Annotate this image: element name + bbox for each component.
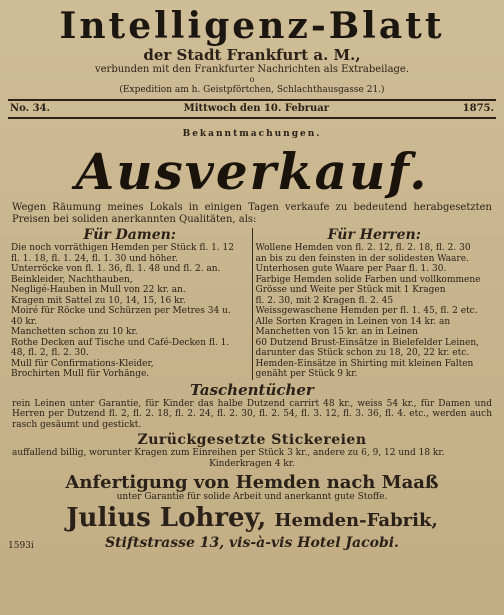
- damen-column: [8, 228, 252, 380]
- stickereien-heading: Zurückgesetzte Stickereien: [137, 432, 367, 448]
- firm-business: Hemden-Fabrik,: [274, 509, 438, 531]
- firm-name: Julius Lohrey,: [66, 502, 267, 533]
- damen-line: Moiré für Röcke und Schürzen per Metres 34 u.: [11, 306, 231, 316]
- masthead-subtitle: der Stadt Frankfurt a. M.,: [143, 46, 361, 64]
- herren-line: fl. 2. 30, mit 2 Kragen fl. 2. 45: [255, 295, 394, 306]
- anfertigung-heading: Anfertigung von Hemden nach Maaß: [65, 471, 439, 493]
- masthead-affiliation: verbunden mit den Frankfurter Nachrichten als Extrabeilage.: [94, 64, 410, 75]
- damen-line: Unterröcke von fl. 1. 36, fl. 1. 48 und fl. 2. an.: [11, 264, 221, 274]
- issue-year: 1875.: [462, 103, 494, 114]
- herren-line: Alle Sorten Kragen in Leinen von 14 kr. an: [255, 316, 451, 327]
- damen-line: Mull für Confirmations-Kleider,: [11, 358, 154, 369]
- taschentuecher-heading: Taschentücher: [190, 380, 314, 399]
- taschentuecher-text: rein Leinen unter Garantie, für Kinder das halbe Dutzend carrirt 48 kr., weiss 54 kr., für Damen und Herren per Dutzend fl. 2, fl. 2. 18, fl. 2. 24, fl. 2. 30, fl. 2. 54, fl. 3. 12, fl. 3. 36, fl. 4. etc., werden auch rasch gesäumt und gestickt.: [12, 398, 492, 430]
- damen-line: 48, fl. 2, fl. 2. 30.: [11, 348, 89, 358]
- herren-line: 60 Dutzend Brust-Einsätze in Bielefelder Leinen,: [255, 337, 479, 348]
- damen-line: fl. 1. 18, fl. 1. 24, fl. 1. 30 und höher.: [11, 253, 178, 264]
- herren-heading: Für Herren:: [327, 227, 421, 243]
- damen-line: Negligé-Hauben in Mull von 22 kr. an.: [11, 285, 186, 295]
- damen-line: Rothe Decken auf Tische und Café-Decken fl. 1.: [11, 337, 230, 348]
- herren-line: Unterhosen gute Waare per Paar fl. 1. 30.: [255, 264, 447, 274]
- herren-line: Grösse und Weite per Stück mit 1 Kragen: [255, 285, 446, 295]
- herren-line: Manchetten von 15 kr. an in Leinen: [255, 327, 418, 337]
- herren-line: Hemden-Einsätze in Shirting mit kleinen Falten: [255, 358, 474, 369]
- herren-line: darunter das Stück schon zu 18, 20, 22 kr. etc.: [255, 348, 470, 358]
- damen-line: Brochirten Mull für Vorhänge.: [11, 369, 150, 379]
- herren-line: an bis zu den feinsten in der solidesten Waare.: [255, 253, 469, 264]
- herren-line: genäht per Stück 9 kr.: [255, 369, 358, 379]
- damen-line: 40 kr.: [11, 316, 37, 327]
- stickereien-text: auffallend billig, worunter Kragen zum Einreihen per Stück 3 kr., andere zu 6, 9, 12 und 18 kr.: [12, 448, 445, 458]
- firm-line: [8, 504, 496, 535]
- issue-number: No. 34.: [10, 103, 50, 114]
- damen-heading: Für Damen:: [83, 227, 176, 243]
- herren-line: Farbige Hemden solide Farben und vollkommene: [255, 274, 481, 285]
- herren-line: Weissgewaschene Hemden per fl. 1. 45, fl. 2 etc.: [255, 306, 478, 316]
- herren-column: [252, 228, 497, 380]
- damen-line: Beinkleider, Nachthauben,: [11, 274, 133, 285]
- advert-code: 1593i: [8, 540, 34, 551]
- stickereien-text-2: Kinderkragen 4 kr.: [209, 458, 295, 469]
- masthead-ornament: o: [249, 75, 255, 84]
- issue-date: Mittwoch den 10. Februar: [183, 103, 330, 114]
- herren-line: Wollene Hemden von fl. 2. 12, fl. 2. 18, fl. 2. 30: [255, 243, 471, 253]
- advert-headline: Ausverkauf.: [75, 142, 429, 201]
- damen-line: Kragen mit Sattel zu 10, 14, 15, 16 kr.: [11, 295, 186, 306]
- advert-intro: Wegen Räumung meines Lokals in einigen Tagen verkaufe zu bedeutend herabgesetzten Preisen bei soliden anerkannten Qualitäten, als:: [12, 202, 492, 225]
- masthead-expedition: (Expedition am h. Geistpförtchen, Schlachthausgasse 21.): [119, 85, 385, 95]
- offer-columns: [8, 228, 496, 380]
- address-row: [8, 535, 496, 551]
- masthead-title: Intelligenz-Blatt: [59, 5, 445, 47]
- firm-address: Stiftstrasse 13, vis-à-vis Hotel Jacobi.: [105, 534, 399, 551]
- damen-line: Die noch vorräthigen Hemden per Stück fl. 1. 12: [11, 243, 234, 253]
- anfertigung-sub: unter Garantie für solide Arbeit und anerkannt gute Stoffe.: [116, 491, 388, 502]
- dateline: [8, 99, 496, 119]
- damen-line: Manchetten schon zu 10 kr.: [11, 327, 138, 337]
- section-label: Bekanntmachungen.: [182, 129, 322, 139]
